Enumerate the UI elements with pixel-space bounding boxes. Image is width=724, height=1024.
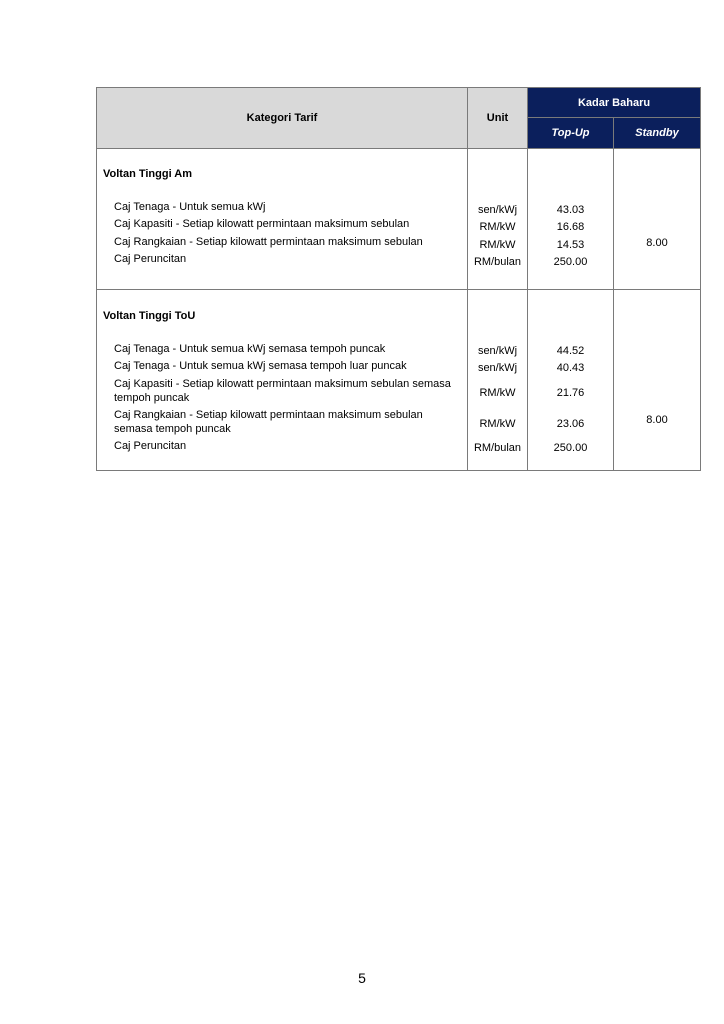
- header-unit: Unit: [468, 88, 528, 149]
- section-topup-cell: [528, 149, 614, 290]
- row-unit: sen/kWj: [477, 203, 518, 216]
- row-topup: 250.00: [553, 441, 588, 454]
- row-topup: 21.76: [556, 386, 585, 399]
- section-unit-cell: [468, 149, 528, 290]
- section-title: Voltan Tinggi Am: [103, 168, 193, 180]
- row-unit: sen/kWj: [477, 344, 518, 357]
- row-unit: RM/bulan: [473, 441, 522, 454]
- header-standby: Standby: [614, 118, 701, 149]
- row-unit: sen/kWj: [477, 362, 518, 375]
- row-unit: RM/kW: [479, 221, 516, 234]
- header-new-rate: Kadar Baharu: [528, 88, 701, 118]
- section-topup-cell: [528, 290, 614, 471]
- row-desc: Caj Kapasiti - Setiap kilowatt permintaan maksimum sebulan semasa tempoh puncak: [114, 377, 451, 404]
- row-topup: 40.43: [556, 362, 585, 375]
- section-voltan-tinggi-am: [97, 149, 701, 290]
- header-topup: Top-Up: [528, 118, 614, 149]
- row-topup: 14.53: [556, 238, 585, 251]
- row-unit: RM/bulan: [473, 256, 522, 269]
- header-category: Kategori Tarif: [97, 88, 468, 149]
- section-desc-cell: [97, 290, 468, 471]
- row-topup: 44.52: [556, 344, 585, 357]
- section-unit-cell: [468, 290, 528, 471]
- row-unit: RM/kW: [479, 417, 516, 430]
- section-standby-cell: 8.00: [614, 290, 701, 471]
- section-desc-cell: [97, 149, 468, 290]
- section-standby-cell: 8.00: [614, 149, 701, 290]
- row-topup: 23.06: [556, 417, 585, 430]
- row-desc: Caj Tenaga - Untuk semua kWj: [114, 200, 266, 213]
- section-voltan-tinggi-tou: [97, 290, 701, 471]
- row-desc: Caj Peruncitan: [114, 439, 187, 452]
- page-number: 5: [358, 970, 366, 986]
- row-desc: Caj Kapasiti - Setiap kilowatt permintaan maksimum sebulan: [114, 218, 410, 231]
- row-unit: RM/kW: [479, 238, 516, 251]
- tariff-table: [96, 87, 701, 471]
- row-desc: Caj Tenaga - Untuk semua kWj semasa tempoh luar puncak: [114, 360, 407, 373]
- row-topup: 16.68: [556, 221, 585, 234]
- row-topup: 250.00: [553, 256, 588, 269]
- row-desc: Caj Peruncitan: [114, 253, 187, 266]
- section-title: Voltan Tinggi ToU: [103, 310, 196, 322]
- row-desc: Caj Rangkaian - Setiap kilowatt permintaan maksimum sebulan: [114, 235, 423, 248]
- row-desc: Caj Tenaga - Untuk semua kWj semasa tempoh puncak: [114, 342, 386, 355]
- row-desc: Caj Rangkaian - Setiap kilowatt permintaan maksimum sebulan semasa tempoh puncak: [114, 408, 423, 435]
- row-unit: RM/kW: [479, 386, 516, 399]
- row-topup: 43.03: [556, 203, 585, 216]
